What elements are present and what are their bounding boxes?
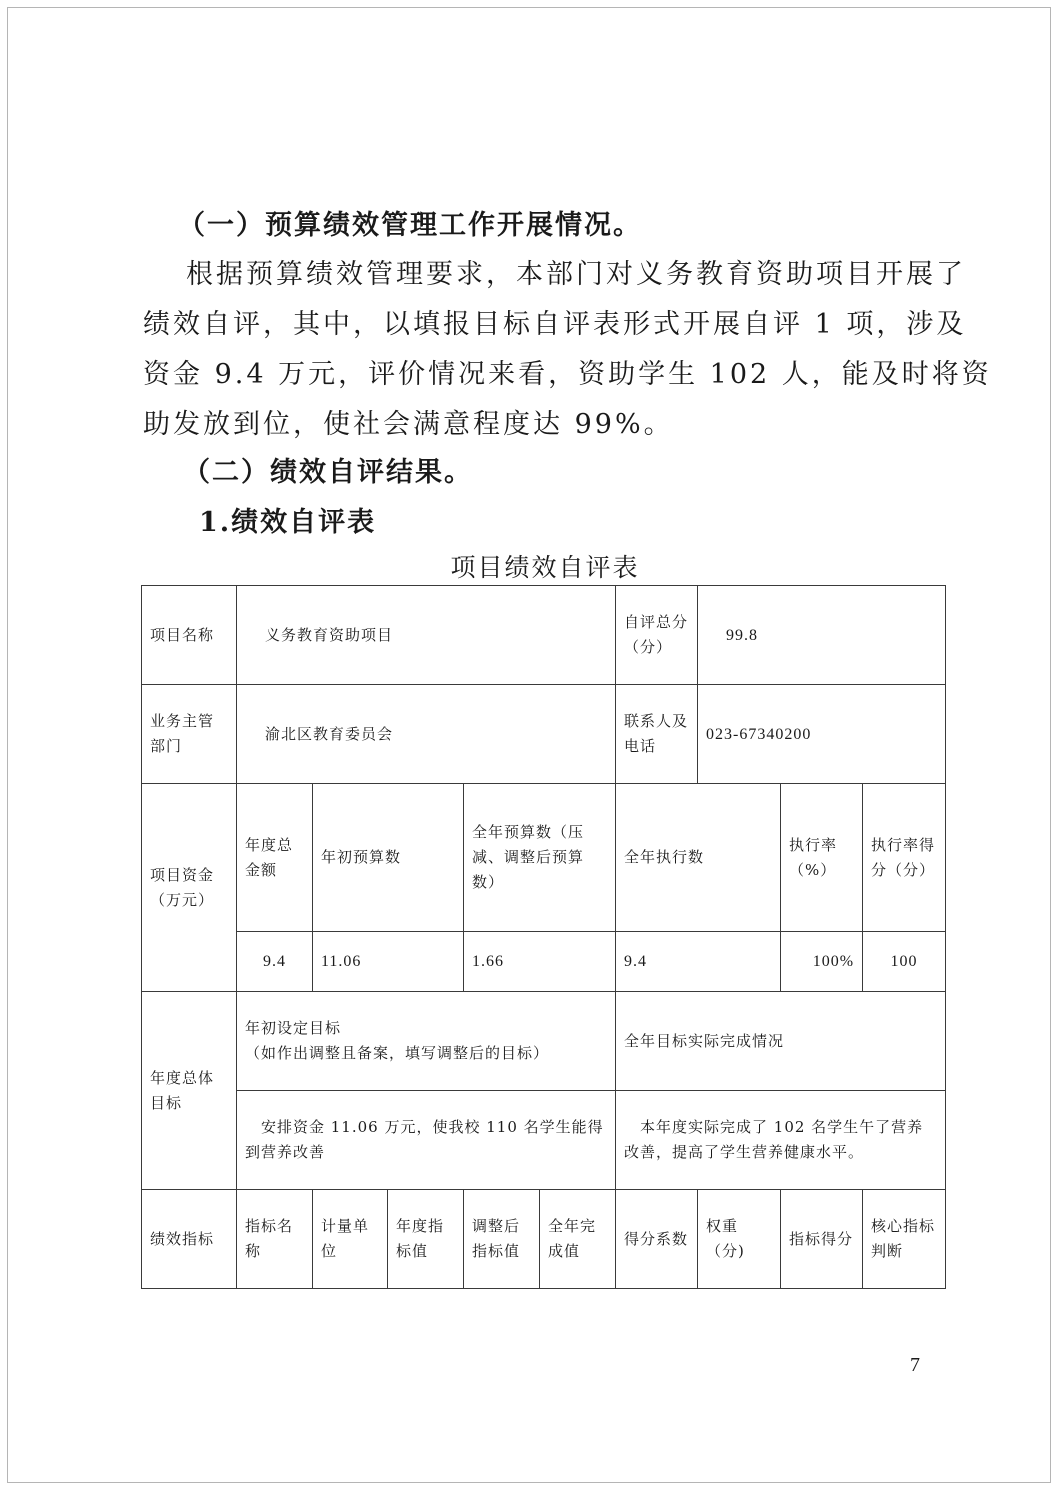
goal-set-header [237,992,616,1091]
score-label: 自评总分（分） [616,586,698,685]
goal-actual-text: 本年度实际完成了 102 名学生午了营养改善，提高了学生营养健康水平。 [616,1091,946,1190]
perf-header-score: 指标得分 [781,1190,863,1289]
perf-header-coefficient: 得分系数 [616,1190,698,1289]
funds-value-rate-score: 100 [863,932,946,992]
funds-header-rate-score: 执行率得分（分） [863,784,946,932]
contact-value: 023-67340200 [698,685,946,784]
para1-line4: 助发放到位，使社会满意程度达 99%。 [143,409,674,440]
goal-set-text: 安排资金 11.06 万元，使我校 110 名学生能得到营养改善 [237,1091,616,1190]
project-name-label: 项目名称 [142,586,237,685]
funds-value-rate: 100% [781,932,863,992]
funds-header-executed: 全年执行数 [616,784,781,932]
para1-line2: 绩效自评，其中，以填报目标自评表形式开展自评 1 项，涉及 [143,309,967,340]
perf-header-unit: 计量单位 [313,1190,388,1289]
perf-header-adjusted: 调整后指标值 [464,1190,540,1289]
perf-header-core: 核心指标判断 [863,1190,946,1289]
funds-value-executed: 9.4 [616,932,781,992]
project-name-value: 义务教育资助项目 [237,586,616,685]
perf-label: 绩效指标 [142,1190,237,1289]
performance-table [141,585,946,1289]
funds-label: 项目资金（万元） [142,784,237,992]
score-value: 99.8 [698,586,946,685]
perf-header-weight: 权重（分) [698,1190,781,1289]
dept-label: 业务主管部门 [142,685,237,784]
funds-value-adjusted: 1.66 [464,932,616,992]
perf-header-name: 指标名称 [237,1190,313,1289]
dept-value: 渝北区教育委员会 [237,685,616,784]
goal-set-header-line2: （如作出调整且备案，填写调整后的目标） [245,1044,550,1062]
funds-header-total: 年度总金额 [237,784,313,932]
section1-heading: （一）预算绩效管理工作开展情况。 [178,210,642,241]
funds-header-adjusted: 全年预算数（压减、调整后预算数） [464,784,616,932]
funds-header-initial: 年初预算数 [313,784,464,932]
funds-value-initial: 11.06 [313,932,464,992]
goal-set-header-line1: 年初设定目标 [245,1019,342,1037]
para1-line3: 资金 9.4 万元，评价情况来看，资助学生 102 人，能及时将资 [143,359,992,390]
para1-line1: 根据预算绩效管理要求，本部门对义务教育资助项目开展了 [186,259,966,290]
funds-header-rate: 执行率（%） [781,784,863,932]
page-number: 7 [910,1354,920,1376]
perf-header-annual: 年度指标值 [388,1190,464,1289]
funds-value-total: 9.4 [237,932,313,992]
contact-label: 联系人及电话 [616,685,698,784]
goal-label: 年度总体目标 [142,992,237,1190]
table-title: 项目绩效自评表 [450,553,640,582]
sub-heading: 1.绩效自评表 [199,507,377,538]
section2-heading: （二）绩效自评结果。 [183,457,473,488]
goal-actual-header: 全年目标实际完成情况 [616,992,946,1091]
perf-header-completed: 全年完成值 [540,1190,616,1289]
